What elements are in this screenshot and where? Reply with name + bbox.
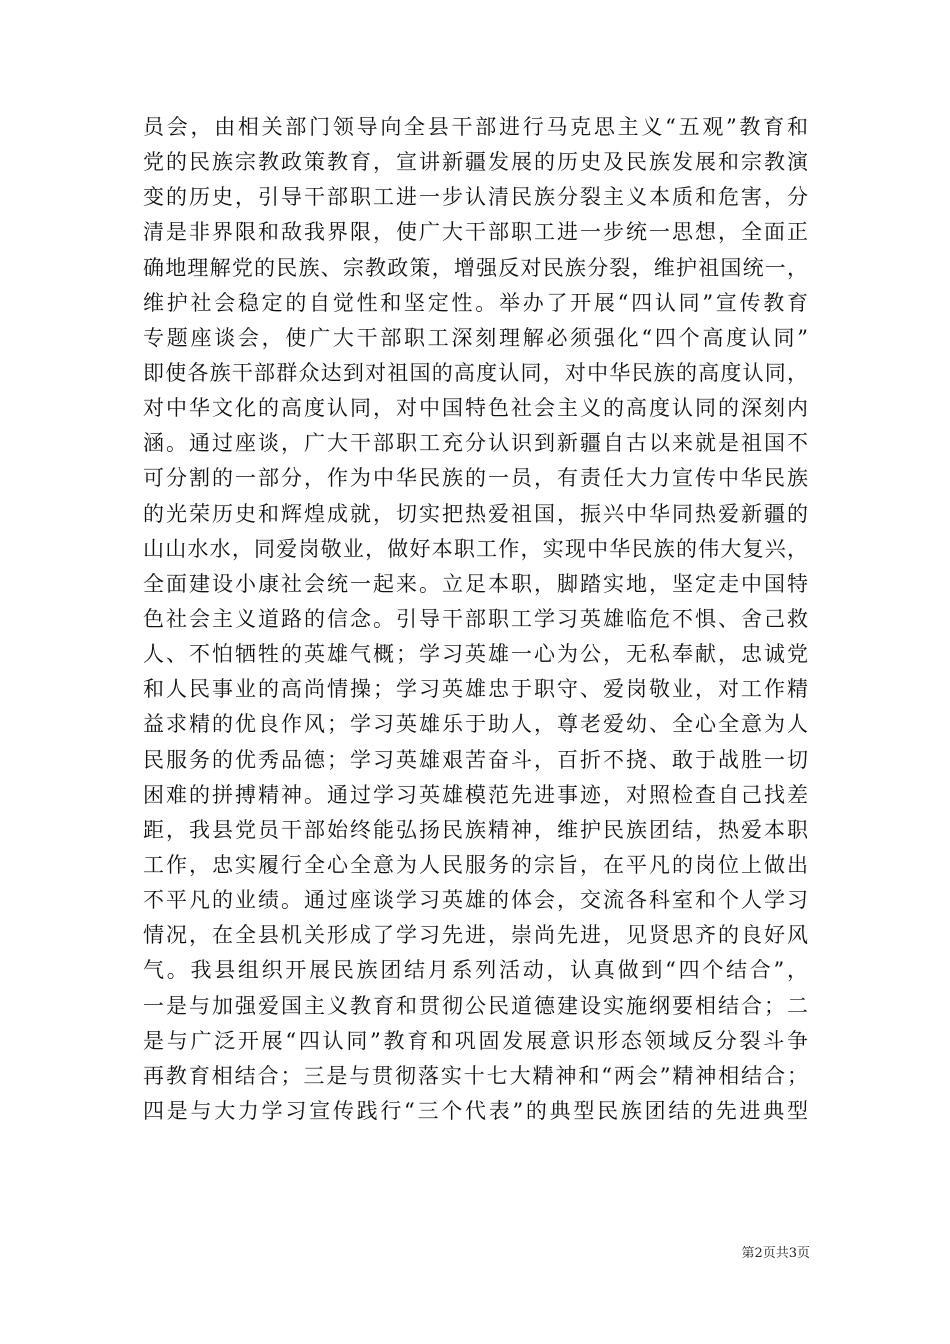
text-line: 气。我县组织开展民族团结月系列活动，认真做到“四个结合”， [143, 958, 809, 983]
text-line: 专题座谈会，使广大干部职工深刻理解必须强化“四个高度认同” [143, 325, 809, 350]
text-line: 再教育相结合；三是与贯彻落实十七大精神和“两会”精神相结合； [143, 1063, 809, 1088]
document-body [143, 110, 809, 1129]
text-line: 对中华文化的高度认同，对中国特色社会主义的高度认同的深刻内 [143, 396, 809, 421]
text-line: 益求精的优良作风；学习英雄乐于助人，尊老爱幼、全心全意为人 [143, 712, 809, 737]
text-line: 维护社会稳定的自觉性和坚定性。举办了开展“四认同”宣传教育 [143, 290, 809, 315]
text-line: 四是与大力学习宣传践行“三个代表”的典型民族团结的先进典型 [143, 1098, 809, 1123]
text-line: 清是非界限和敌我界限，使广大干部职工进一步统一思想，全面正 [143, 220, 809, 245]
text-line: 变的历史，引导干部职工进一步认清民族分裂主义本质和危害，分 [143, 185, 809, 210]
text-line: 工作，忠实履行全心全意为人民服务的宗旨，在平凡的岗位上做出 [143, 852, 809, 877]
text-line: 人、不怕牺牲的英雄气概；学习英雄一心为公，无私奉献，忠诚党 [143, 642, 809, 667]
text-line: 色社会主义道路的信念。引导干部职工学习英雄临危不惧、舍己救 [143, 606, 809, 631]
text-line: 是与广泛开展“四认同”教育和巩固发展意识形态领域反分裂斗争 [143, 1028, 809, 1053]
text-line: 全面建设小康社会统一起来。立足本职，脚踏实地，坚定走中国特 [143, 571, 809, 596]
page-number-footer: 第2页共3页 [741, 1246, 810, 1261]
text-line: 的光荣历史和辉煌成就，切实把热爱祖国，振兴中华同热爱新疆的 [143, 501, 809, 526]
text-line: 和人民事业的高尚情操；学习英雄忠于职守、爱岗敬业，对工作精 [143, 677, 809, 702]
text-line: 山山水水，同爱岗敬业，做好本职工作，实现中华民族的伟大复兴， [143, 536, 809, 561]
text-line: 距，我县党员干部始终能弘扬民族精神，维护民族团结，热爱本职 [143, 817, 809, 842]
text-line: 民服务的优秀品德；学习英雄艰苦奋斗，百折不挠、敢于战胜一切 [143, 747, 809, 772]
text-line: 可分割的一部分，作为中华民族的一员，有责任大力宣传中华民族 [143, 466, 809, 491]
text-line: 困难的拼搏精神。通过学习英雄模范先进事迹，对照检查自己找差 [143, 782, 809, 807]
text-line: 员会，由相关部门领导向全县干部进行马克思主义“五观”教育和 [143, 115, 809, 139]
text-line: 即使各族干部群众达到对祖国的高度认同，对中华民族的高度认同， [143, 360, 809, 385]
text-line: 一是与加强爱国主义教育和贯彻公民道德建设实施纲要相结合；二 [143, 993, 809, 1018]
text-line: 不平凡的业绩。通过座谈学习英雄的体会，交流各科室和个人学习 [143, 888, 809, 913]
text-line: 党的民族宗教政策教育，宣讲新疆发展的历史及民族发展和宗教演 [143, 150, 809, 175]
text-line: 涵。通过座谈，广大干部职工充分认识到新疆自古以来就是祖国不 [143, 431, 809, 456]
text-line: 确地理解党的民族、宗教政策，增强反对民族分裂，维护祖国统一， [143, 255, 809, 280]
text-line: 情况，在全县机关形成了学习先进，崇尚先进，见贤思齐的良好风 [143, 923, 809, 948]
